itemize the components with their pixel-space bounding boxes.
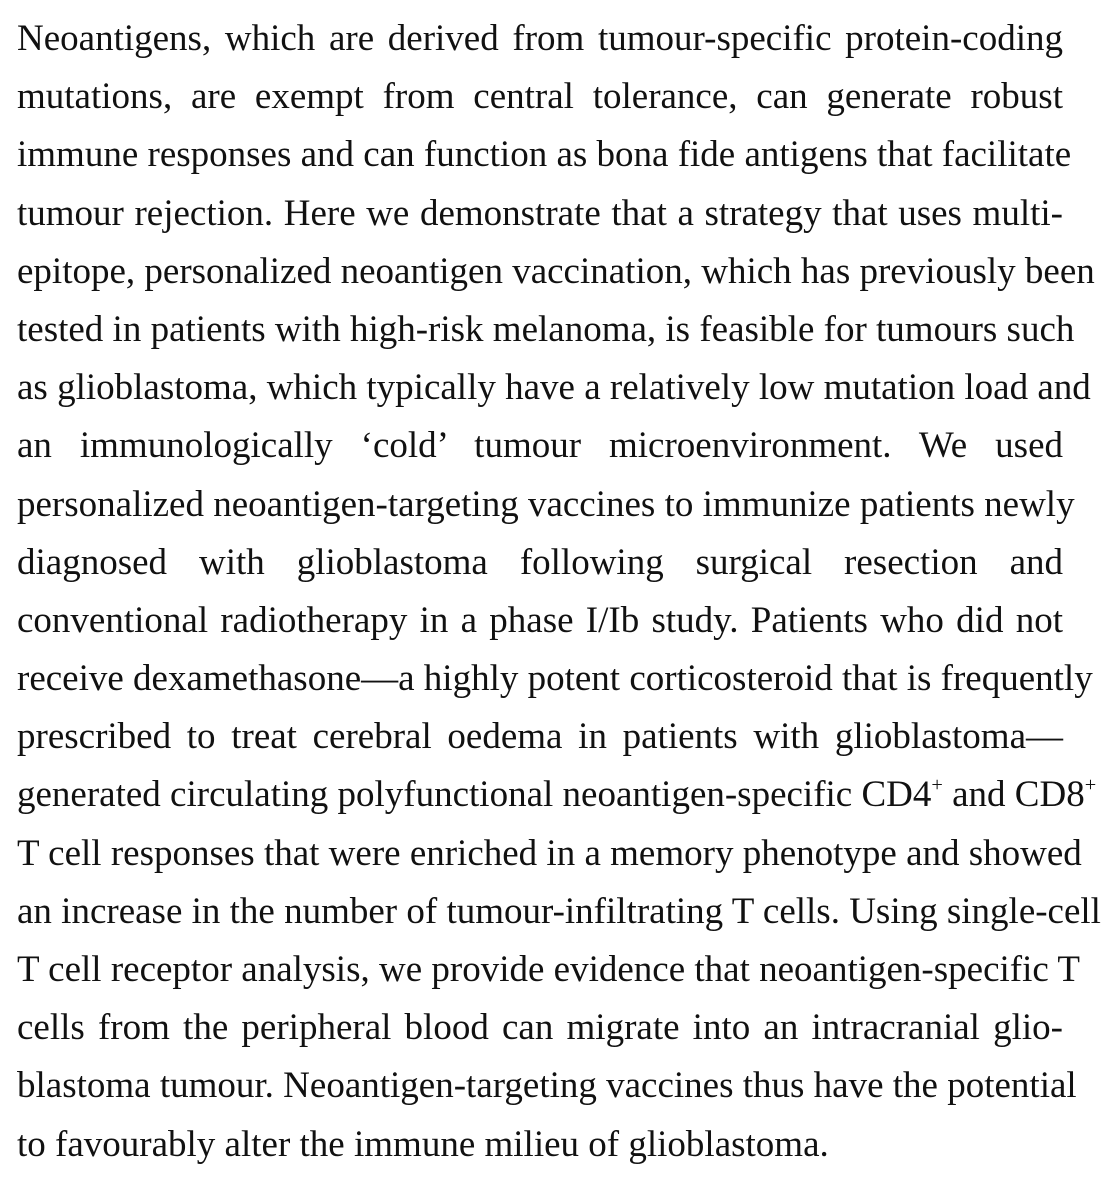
text-line: T cell responses that were enriched in a memory phenotype and showed: [17, 832, 1082, 874]
superscript-plus: +: [1084, 774, 1097, 797]
text-line: as glioblastoma, which typically have a relatively low mutation load and: [17, 367, 1091, 409]
text-line: mutations, are exempt from central tolerance, can generate robust: [17, 76, 1063, 118]
text-line: immune responses and can function as bona fide antigens that facilitate: [17, 134, 1072, 176]
text-segment: and CD8: [942, 774, 1085, 816]
text-line: an immunologically ‘cold’ tumour microenvironment. We used: [17, 425, 1063, 467]
text-line: epitope, personalized neoantigen vaccination, which has previously been: [17, 250, 1095, 292]
text-line: T cell receptor analysis, we provide evidence that neoantigen-specific T: [17, 949, 1080, 990]
abstract-paragraph: [17, 10, 1101, 1174]
text-segment: generated circulating polyfunctional neoantigen-specific CD4: [17, 774, 932, 816]
text-line: tested in patients with high-risk melanoma, is feasible for tumours such: [17, 308, 1075, 350]
text-line: cells from the peripheral blood can migrate into an intracranial glio-: [17, 1007, 1063, 1049]
text-line: personalized neoantigen-targeting vaccines to immunize patients newly: [17, 483, 1075, 525]
text-line: Neoantigens, which are derived from tumour-specific protein-coding: [17, 18, 1063, 59]
superscript-plus: +: [931, 774, 943, 797]
text-line-with-superscripts: [17, 766, 1097, 824]
text-line: blastoma tumour. Neoantigen-targeting vaccines thus have the potential: [17, 1065, 1077, 1107]
text-line: conventional radiotherapy in a phase I/Ib study. Patients who did not: [17, 599, 1063, 641]
text-line: to favourably alter the immune milieu of glioblastoma.: [17, 1123, 829, 1165]
text-line: tumour rejection. Here we demonstrate that a strategy that uses multi-: [17, 192, 1063, 234]
text-line: receive dexamethasone—a highly potent corticosteroid that is frequently: [17, 658, 1093, 700]
text-line: prescribed to treat cerebral oedema in patients with glioblastoma—: [17, 716, 1063, 758]
text-line: diagnosed with glioblastoma following surgical resection and: [17, 541, 1063, 583]
text-line: an increase in the number of tumour-infiltrating T cells. Using single-cell: [17, 890, 1101, 932]
